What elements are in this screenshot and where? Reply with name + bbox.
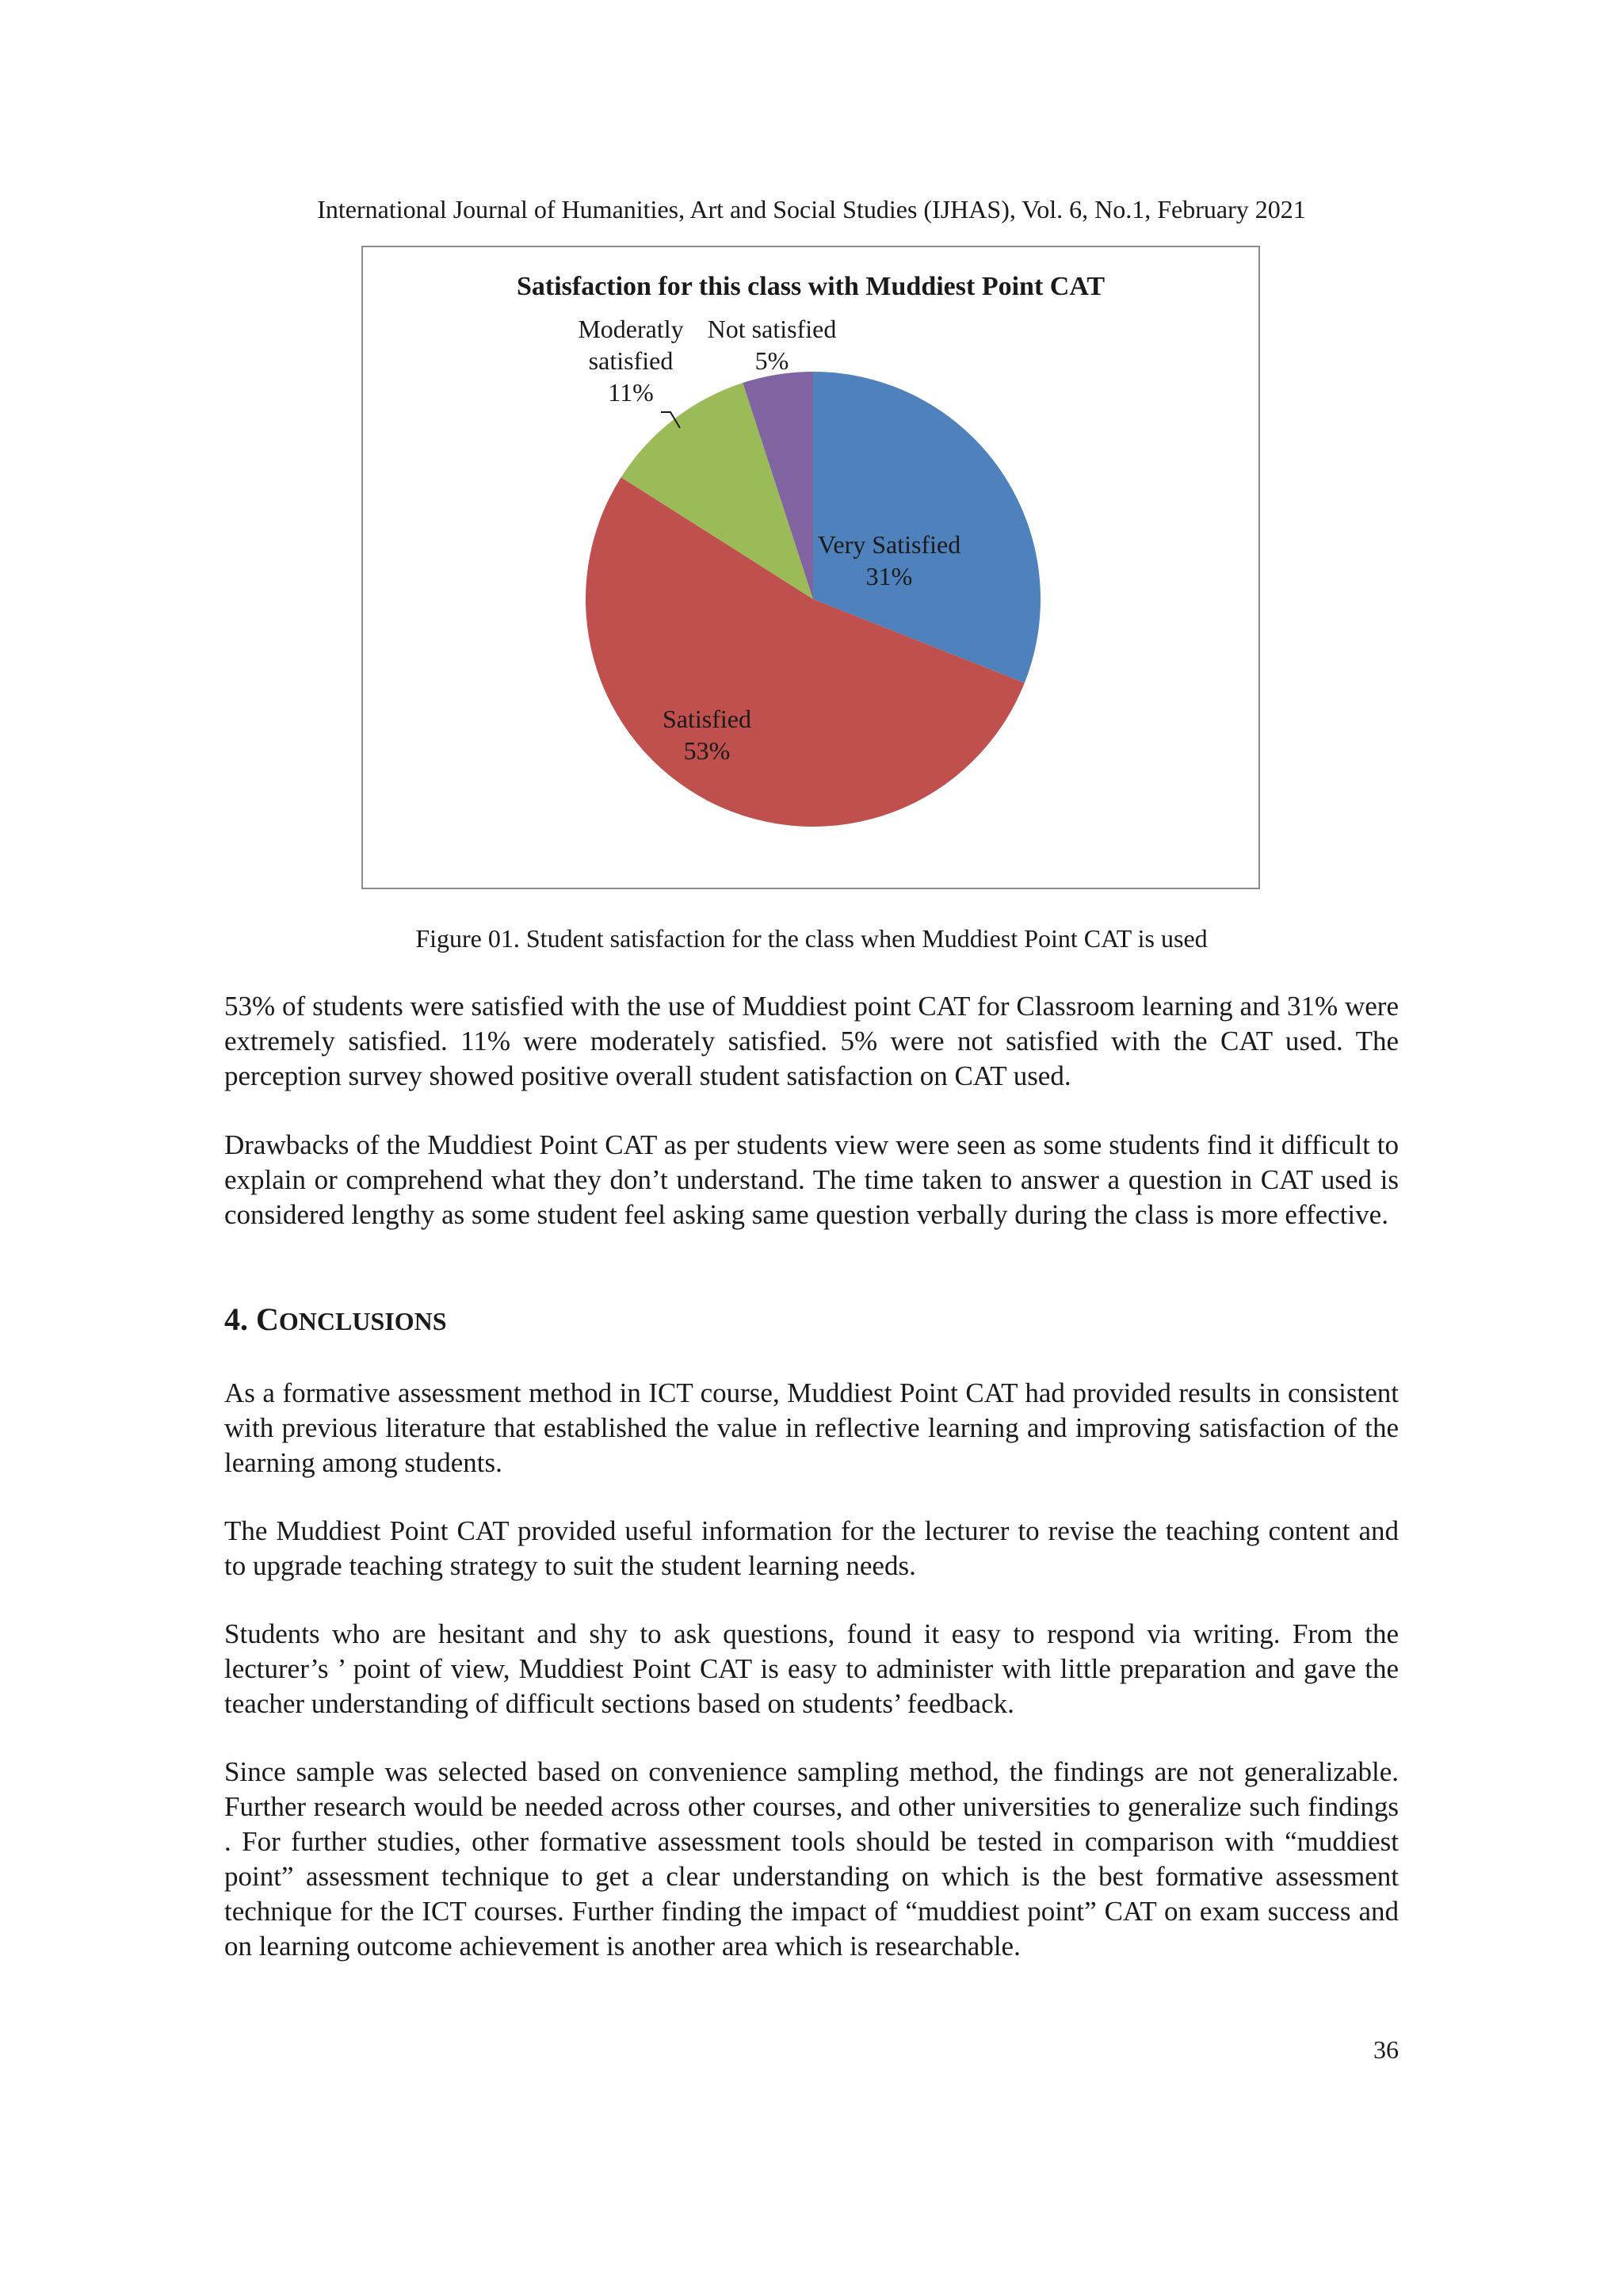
- paragraph-text: Since sample was selected based on convenience sampling method, the findings are not generalizable. Further research would be needed across other courses, and other universities to generalize such findings . For further studies, other formative assessment tools should be tested in comparison with “muddiest point” assessment technique to get a clear understanding on which is the best formative assessment technique for the ICT courses. Further finding the impact of “muddiest point” CAT on exam success and on learning outcome achievement is another area which is researchable.: [224, 1756, 1399, 1962]
- journal-header: International Journal of Humanities, Art and Social Studies (IJHAS), Vol. 6, No.1, February 2021: [317, 195, 1306, 223]
- data-label-value: 11%: [608, 378, 654, 407]
- paragraph-drawbacks: [224, 1128, 1399, 1232]
- data-label-text: Not satisfied: [707, 315, 837, 343]
- paragraph-conclusion-3: [224, 1617, 1399, 1721]
- paragraph-conclusion-1: [224, 1376, 1399, 1480]
- figure-pie-chart: [361, 246, 1260, 889]
- data-label-value: 5%: [754, 346, 789, 375]
- data-label-moderatly-satisfied: [578, 315, 683, 407]
- data-label-text: Very Satisfied: [817, 530, 961, 559]
- data-label-text: Moderatly: [578, 315, 684, 343]
- paragraph-text: As a formative assessment method in ICT course, Muddiest Point CAT had provided results in consistent with previous literature that established the value in reflective learning and improving satisfaction of the learning among students.: [224, 1377, 1399, 1478]
- data-label-not-satisfied: [708, 315, 837, 375]
- data-label-value: 53%: [683, 736, 731, 765]
- paragraph-text: Students who are hesitant and shy to ask questions, found it easy to respond via writing. From the lecturer’s ’ point of view, Muddiest Point CAT is easy to administer with little preparation and gave the teacher understanding of difficult sections based on students’ feedback.: [224, 1618, 1399, 1719]
- paragraph-text: The Muddiest Point CAT provided useful information for the lecturer to revise the teaching content and to upgrade teaching strategy to suit the student learning needs.: [224, 1515, 1399, 1581]
- paragraph-text: 53% of students were satisfied with the use of Muddiest point CAT for Classroom learning and 31% were extremely satisfied. 11% were moderately satisfied. 5% were not satisfied with the CAT used. The perception survey showed positive overall student satisfaction on CAT used.: [224, 991, 1399, 1091]
- data-label-text: satisfied: [588, 346, 674, 375]
- page-number: 36: [1373, 2035, 1399, 2064]
- pie-chart: [363, 247, 1258, 888]
- section-heading-conclusions: [224, 1300, 447, 1341]
- paragraph-conclusion-2: [224, 1514, 1399, 1584]
- chart-title: Satisfaction for this class with Muddiest Point CAT: [516, 272, 1106, 301]
- paragraph-text: Drawbacks of the Muddiest Point CAT as per students view were seen as some students find it difficult to explain or comprehend what they don’t understand. The time taken to answer a question in CAT used is considered lengthy as some student feel asking same question verbally during the class is more effective.: [224, 1129, 1399, 1230]
- paragraph-conclusion-4: [224, 1755, 1399, 1964]
- data-label-value: 31%: [865, 562, 913, 590]
- data-label-text: Satisfied: [663, 705, 751, 733]
- section-title-initial: C: [256, 1301, 279, 1337]
- section-number: 4.: [224, 1301, 248, 1337]
- figure-caption: Figure 01. Student satisfaction for the class when Muddiest Point CAT is used: [415, 924, 1208, 953]
- paragraph-results: [224, 989, 1399, 1094]
- section-title-rest: ONCLUSIONS: [278, 1307, 447, 1335]
